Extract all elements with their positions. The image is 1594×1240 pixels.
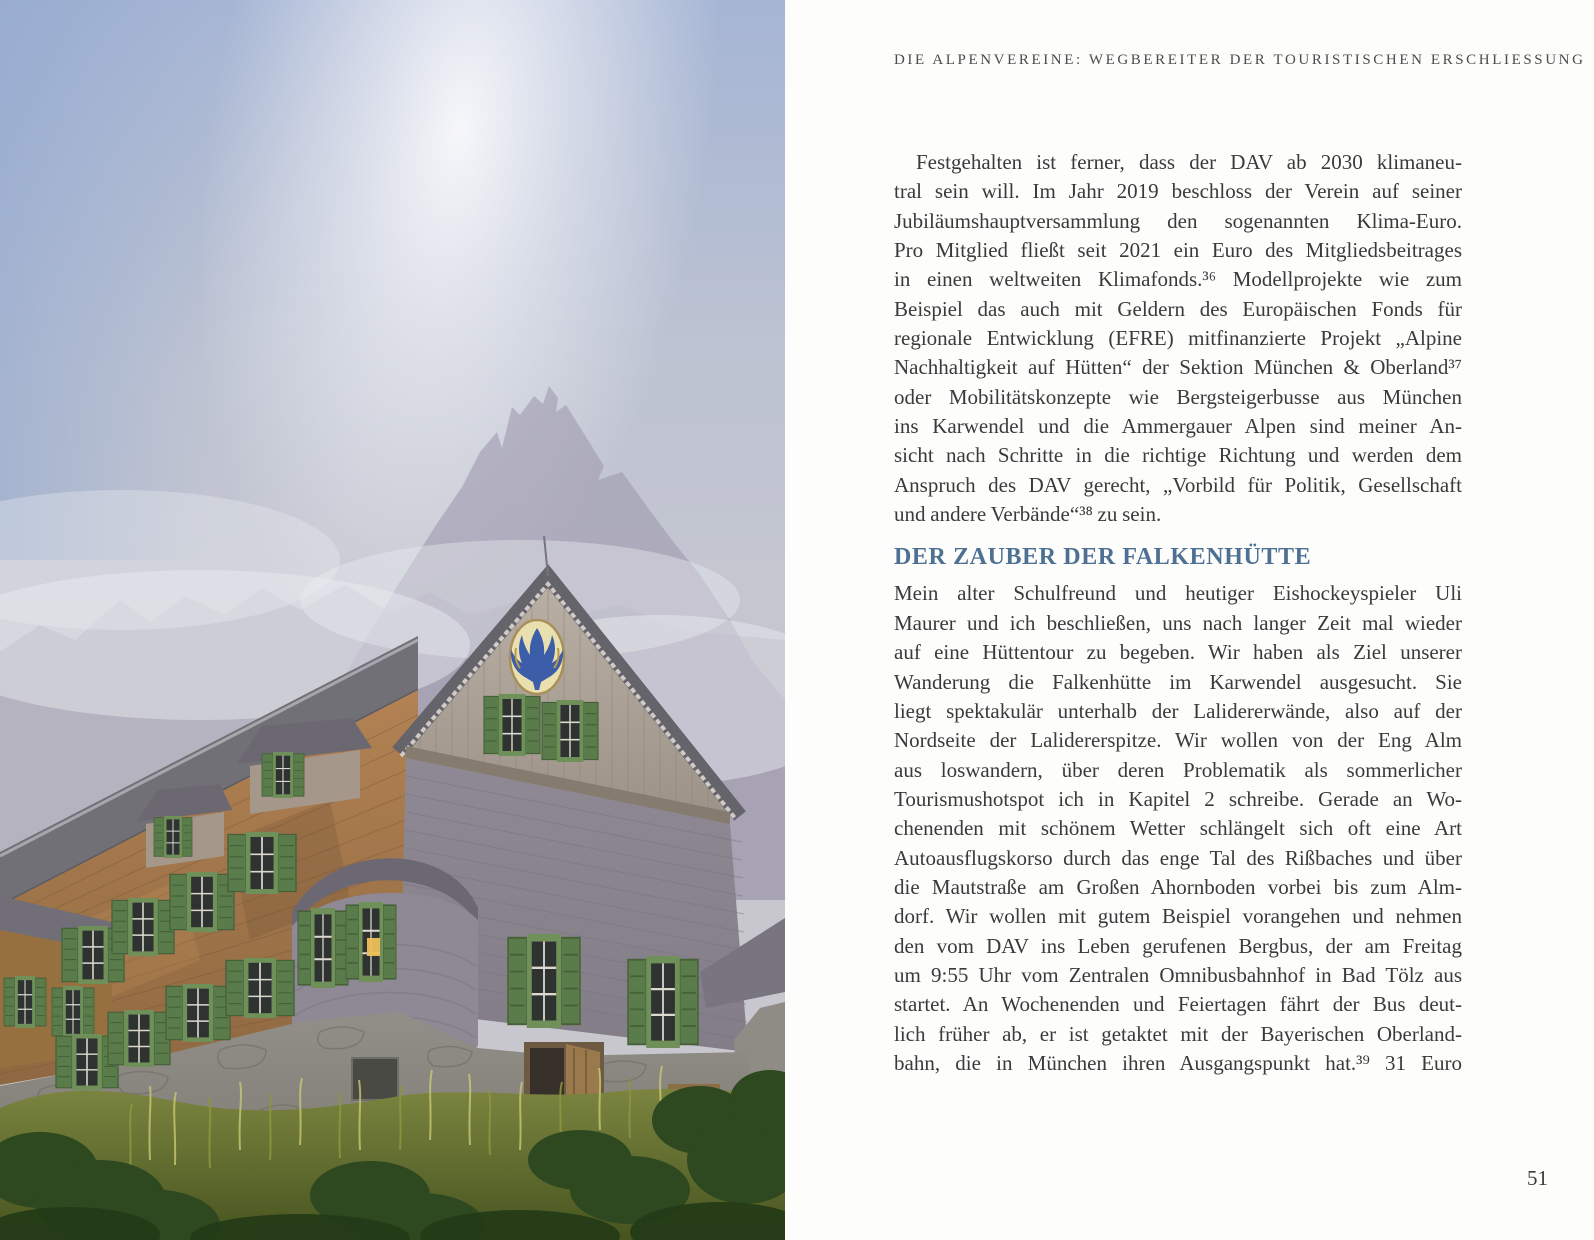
page-number: 51 bbox=[1527, 1166, 1548, 1190]
body-text-line: chenenden mit schönem Wetter schlängelt sich oft eine Art bbox=[894, 816, 1462, 841]
body-text-line: regionale Entwicklung (EFRE) mitfinanzierte Projekt „Alpine bbox=[894, 326, 1462, 351]
body-text-line: Nordseite der Lalidererspitze. Wir wollen von der Eng Alm bbox=[894, 728, 1462, 753]
body-text-line: Jubiläumshauptversammlung den sogenannten Klima-Euro. bbox=[894, 208, 1462, 233]
body-text-line: Mein alter Schulfreund und heutiger Eishockeyspieler Uli bbox=[894, 581, 1462, 606]
body-text-line: Maurer und ich beschließen, uns nach langer Zeit mal wieder bbox=[894, 610, 1462, 635]
body-text-line: aus loswandern, über deren Problematik als sommerlicher bbox=[894, 757, 1462, 782]
running-header: DIE ALPENVEREINE: WEGBEREITER DER TOURISTISCHEN ERSCHLIESSUNG bbox=[894, 52, 1586, 68]
body-text-line: den vom DAV ins Leben gerufenen Bergbus, der am Freitag bbox=[894, 933, 1462, 958]
body-text-line: startet. An Wochenenden und Feiertagen fährt der Bus deut- bbox=[894, 992, 1462, 1017]
body-text-line: in einen weltweiten Klimafonds.³⁶ Modellprojekte wie zum bbox=[894, 267, 1462, 292]
body-text-line: um 9:55 Uhr vom Zentralen Omnibusbahnhof in Bad Tölz aus bbox=[894, 962, 1462, 987]
body-text-line: Tourismushotspot ich in Kapitel 2 schreibe. Gerade an Wo- bbox=[894, 786, 1462, 811]
body-text-line: Wanderung die Falkenhütte im Karwendel ausgesucht. Sie bbox=[894, 669, 1462, 694]
gentian-crest-icon bbox=[510, 620, 564, 694]
body-text-line: tral sein will. Im Jahr 2019 beschloss der Verein auf seiner bbox=[894, 179, 1462, 204]
lit-window-pane bbox=[367, 938, 380, 956]
body-text-line: dorf. Wir wollen mit gutem Beispiel vorangehen und nehmen bbox=[894, 904, 1462, 929]
body-text-line: Nachhaltigkeit auf Hütten“ der Sektion München & Oberland³⁷ bbox=[894, 355, 1462, 380]
body-text-line: und andere Verbände“³⁸ zu sein. bbox=[894, 502, 1162, 527]
body-text-line: liegt spektakulär unterhalb der Lalidererwände, also auf der bbox=[894, 698, 1462, 723]
body-text-line: bahn, die in München ihren Ausgangspunkt hat.³⁹ 31 Euro bbox=[894, 1050, 1462, 1075]
body-text-line: Festgehalten ist ferner, dass der DAV ab 2030 klimaneu- bbox=[916, 150, 1462, 174]
body-text-line: auf eine Hüttentour zu begeben. Wir haben als Ziel unserer bbox=[894, 640, 1462, 665]
body-text-line: Anspruch des DAV gerecht, „Vorbild für Politik, Gesellschaft bbox=[894, 472, 1462, 497]
paragraph-falkenhuette-tour bbox=[894, 579, 1462, 1078]
paragraph-dav-klimaneutral bbox=[894, 148, 1462, 529]
body-text-line: Beispiel das auch mit Geldern des Europäischen Fonds für bbox=[894, 296, 1462, 321]
falkenhuette-photo bbox=[0, 0, 785, 1240]
body-text-line: Autoausflugskorso durch das enge Tal des Rißbaches und über bbox=[894, 845, 1462, 870]
body-text-line: sicht nach Schritte in die richtige Richtung und werden dem bbox=[894, 443, 1462, 468]
body-text-line: lich früher ab, er ist getaktet mit der Bayerischen Oberland- bbox=[894, 1021, 1462, 1046]
section-heading: DER ZAUBER DER FALKENHÜTTE bbox=[894, 544, 1312, 571]
body-text-line: die Mautstraße am Großen Ahornboden vorbei bis zum Alm- bbox=[894, 874, 1462, 899]
body-text-column bbox=[894, 148, 1462, 1078]
body-text-line: oder Mobilitätskonzepte wie Bergsteigerbusse aus München bbox=[894, 384, 1462, 409]
body-text-line: Pro Mitglied fließt seit 2021 ein Euro des Mitgliedsbeitrages bbox=[894, 238, 1462, 263]
body-text-line: ins Karwendel und die Ammergauer Alpen sind meiner An- bbox=[894, 414, 1462, 439]
